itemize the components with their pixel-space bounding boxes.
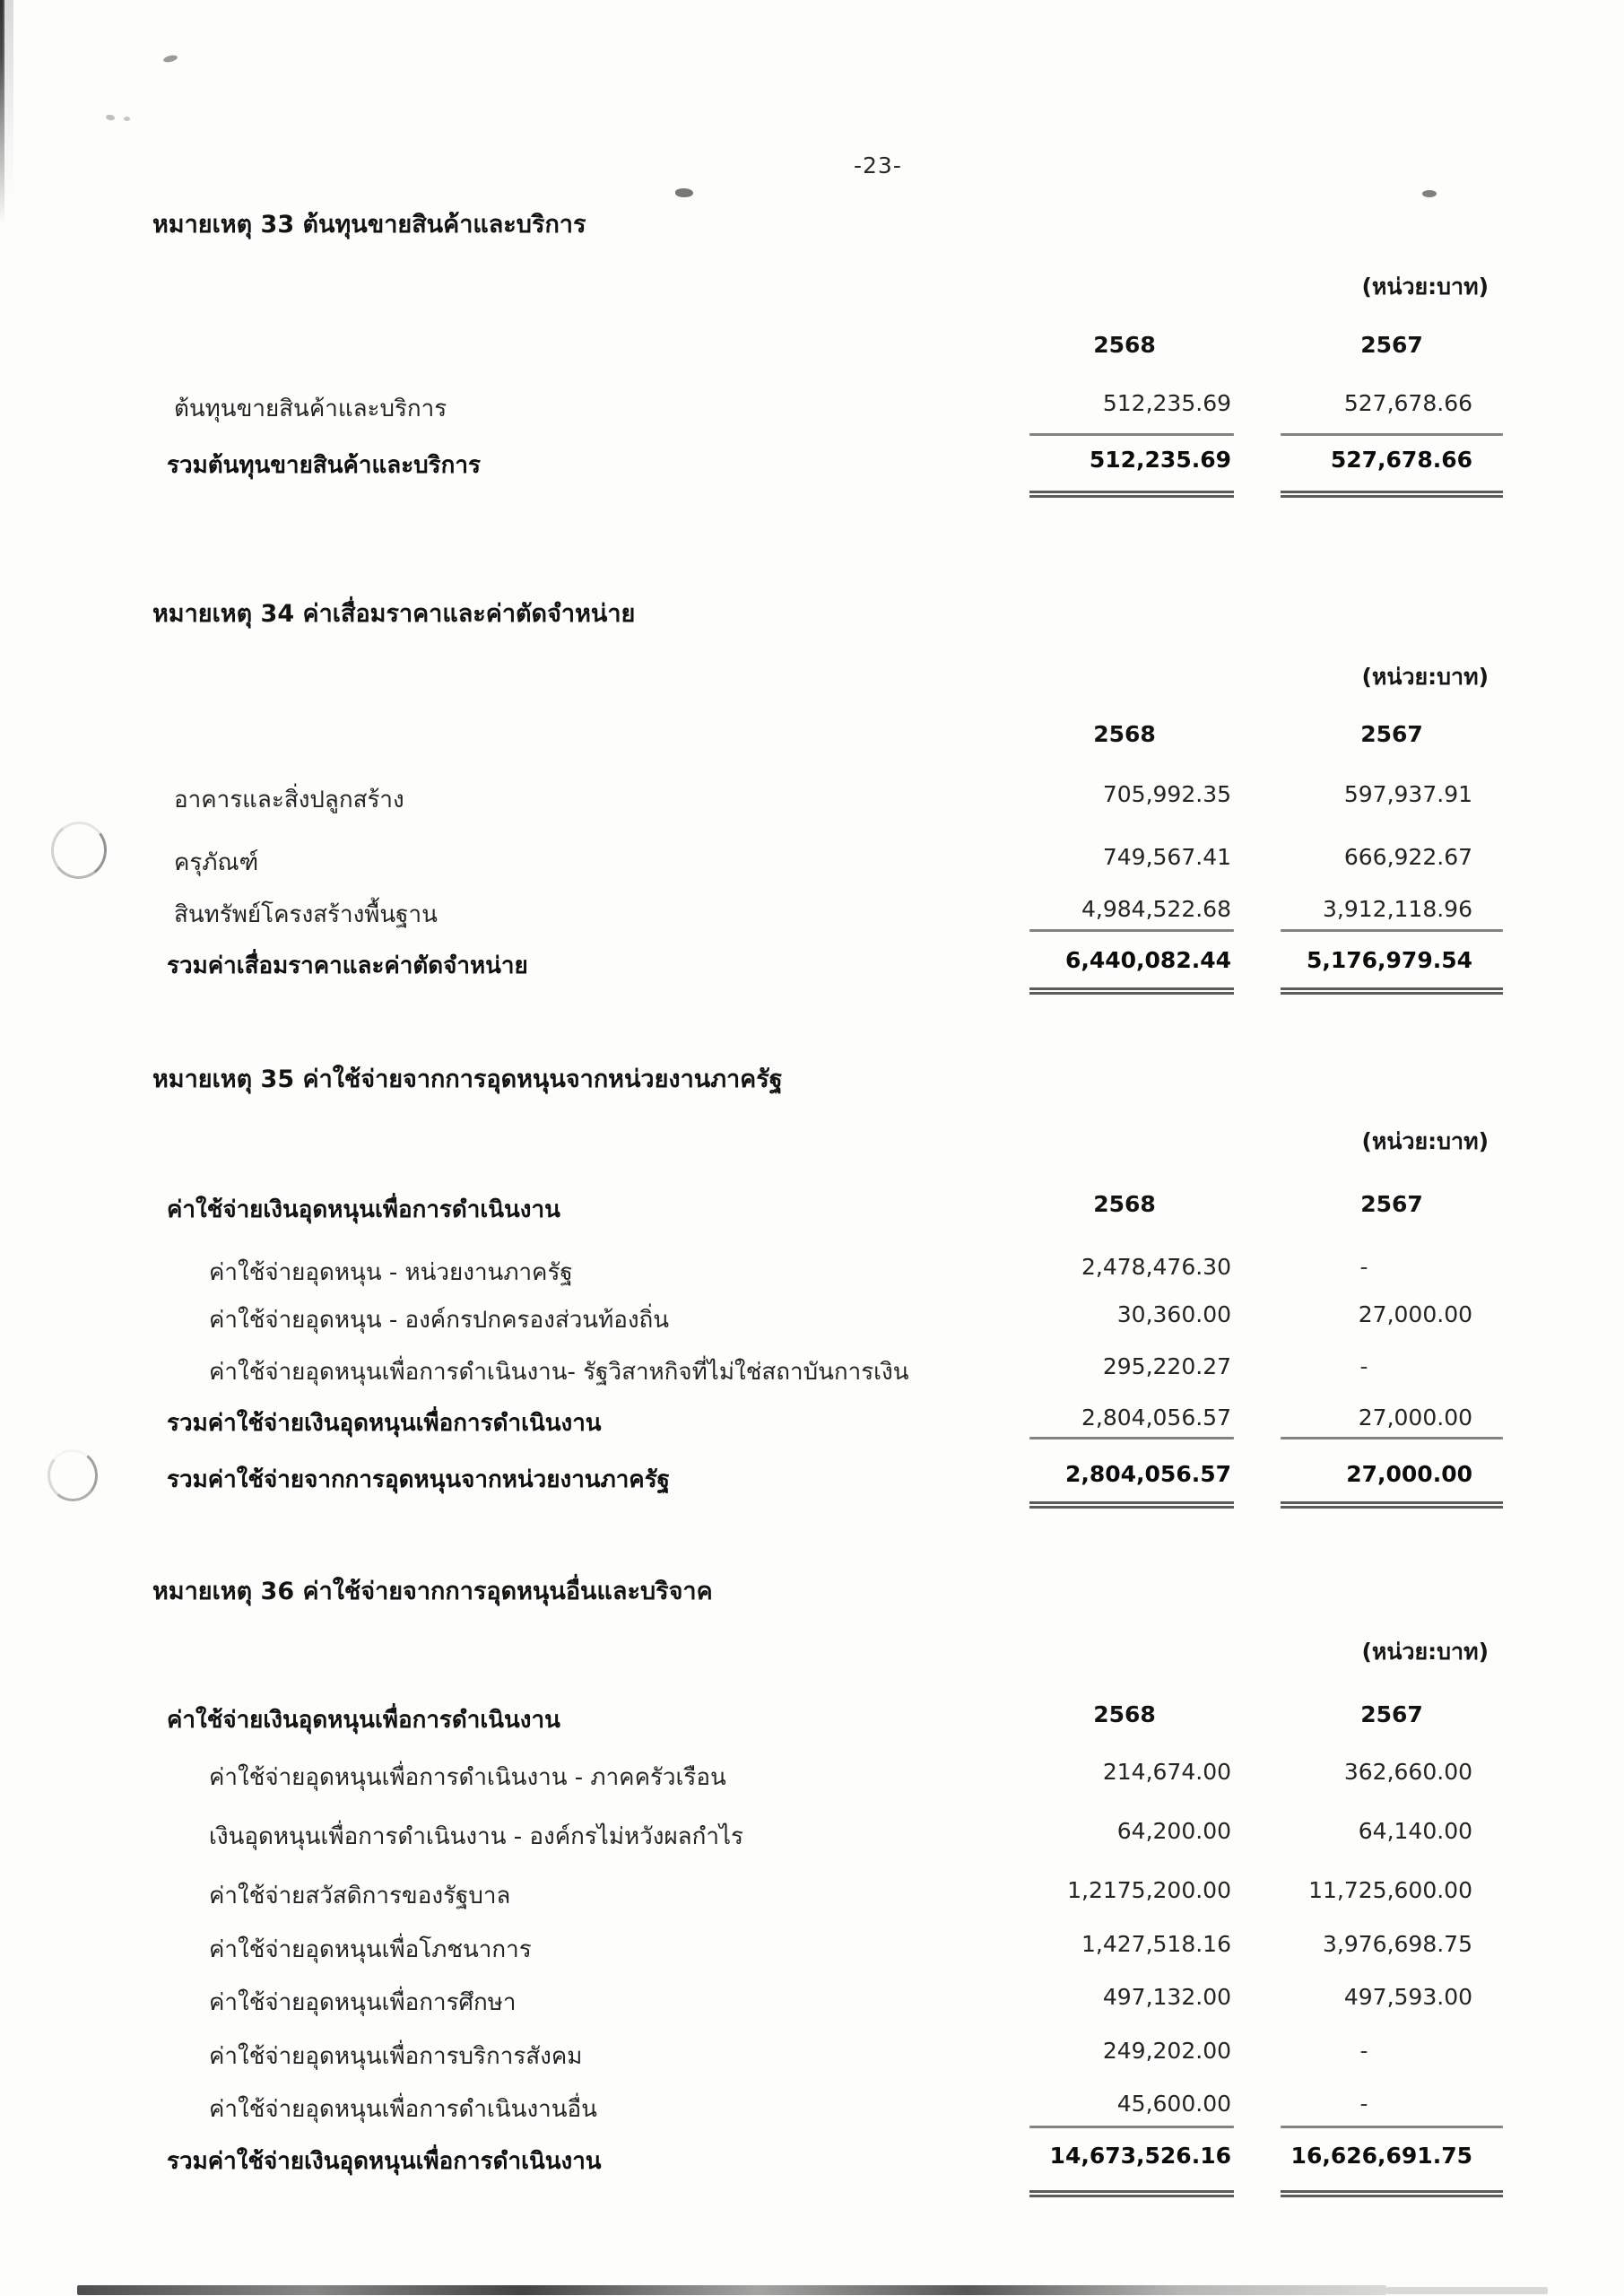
double-rule	[1029, 987, 1234, 995]
value-2568: 64,200.00	[1116, 1818, 1231, 1844]
unit-label: (หน่วย:บาท)	[1361, 664, 1489, 690]
single-rule	[1029, 2126, 1234, 2128]
value-2567: 597,937.91	[1343, 781, 1472, 807]
hole-punch-mark	[45, 1447, 100, 1504]
single-rule	[1029, 433, 1234, 436]
table-section-header: ค่าใช้จ่ายเงินอุดหนุนเพื่อการดำเนินงาน	[167, 1196, 560, 1223]
value-2567: -	[1359, 2091, 1368, 2117]
col-header-2567: 2567	[1360, 721, 1423, 747]
double-rule	[1029, 1501, 1234, 1509]
value-2567: -	[1359, 2038, 1368, 2064]
double-rule	[1281, 2190, 1503, 2197]
ink-smudge	[1422, 190, 1437, 197]
note-title-note33: หมายเหตุ 33 ต้นทุนขายสินค้าและบริการ	[152, 211, 586, 239]
note-title-note36: หมายเหตุ 36 ค่าใช้จ่ายจากการอุดหนุนอื่นและบริจาค	[152, 1578, 713, 1605]
value-2568: 2,804,056.57	[1081, 1405, 1231, 1431]
value-2567: 362,660.00	[1343, 1759, 1472, 1785]
value-2568: 214,674.00	[1102, 1759, 1231, 1785]
double-rule	[1281, 1501, 1503, 1509]
col-header-2568: 2568	[1093, 1701, 1156, 1727]
unit-label: (หน่วย:บาท)	[1361, 1128, 1489, 1154]
value-2568: 512,235.69	[1102, 390, 1231, 416]
row-label: รวมต้นทุนขายสินค้าและบริการ	[167, 452, 481, 479]
row-label: อาคารและสิ่งปลูกสร้าง	[174, 787, 404, 813]
ink-smudge	[124, 117, 130, 121]
value-2567: 27,000.00	[1358, 1405, 1472, 1431]
col-header-2567: 2567	[1360, 1701, 1423, 1727]
row-label: ค่าใช้จ่ายอุดหนุน - หน่วยงานภาครัฐ	[209, 1259, 573, 1286]
col-header-2567: 2567	[1360, 332, 1423, 358]
value-2567: 5,176,979.54	[1306, 947, 1472, 973]
col-header-2568: 2568	[1093, 1191, 1156, 1217]
col-header-2568: 2568	[1093, 721, 1156, 747]
row-label: ต้นทุนขายสินค้าและบริการ	[174, 396, 447, 422]
row-label: ค่าใช้จ่ายอุดหนุนเพื่อการดำเนินงาน- รัฐวิสาหกิจที่ไม่ใช่สถาบันการเงิน	[209, 1359, 909, 1386]
double-rule	[1281, 987, 1503, 995]
note-title-note34: หมายเหตุ 34 ค่าเสื่อมราคาและค่าตัดจำหน่าย	[152, 600, 636, 628]
value-2567: 16,626,691.75	[1290, 2143, 1472, 2169]
note-title-note35: หมายเหตุ 35 ค่าใช้จ่ายจากการอุดหนุนจากหน่วยงานภาครัฐ	[152, 1065, 783, 1093]
value-2567: 64,140.00	[1358, 1818, 1472, 1844]
row-label: ครุภัณฑ์	[174, 849, 259, 876]
single-rule	[1281, 929, 1503, 932]
value-2568: 749,567.41	[1102, 844, 1231, 870]
table-section-header: ค่าใช้จ่ายเงินอุดหนุนเพื่อการดำเนินงาน	[167, 1707, 560, 1734]
value-2568: 497,132.00	[1102, 1984, 1231, 2010]
value-2567: 27,000.00	[1358, 1301, 1472, 1327]
value-2568: 14,673,526.16	[1049, 2143, 1231, 2169]
single-rule	[1281, 1437, 1503, 1439]
value-2568: 45,600.00	[1116, 2091, 1231, 2117]
value-2568: 1,2175,200.00	[1067, 1877, 1231, 1903]
value-2568: 1,427,518.16	[1081, 1931, 1231, 1957]
value-2568: 705,992.35	[1102, 781, 1231, 807]
value-2567: 497,593.00	[1343, 1984, 1472, 2010]
value-2568: 30,360.00	[1116, 1301, 1231, 1327]
single-rule	[1281, 433, 1503, 436]
double-rule	[1029, 491, 1234, 498]
value-2568: 4,984,522.68	[1081, 896, 1231, 922]
single-rule	[1281, 2126, 1503, 2128]
row-label: ค่าใช้จ่ายอุดหนุนเพื่อการดำเนินงานอื่น	[209, 2096, 597, 2123]
col-header-2567: 2567	[1360, 1191, 1423, 1217]
row-label: ค่าใช้จ่ายอุดหนุน - องค์กรปกครองส่วนท้องถิ่น	[209, 1307, 670, 1334]
double-rule	[1281, 491, 1503, 498]
row-label: รวมค่าเสื่อมราคาและค่าตัดจำหน่าย	[167, 952, 528, 979]
hole-punch-mark	[48, 818, 110, 883]
value-2567: 527,678.66	[1330, 447, 1472, 473]
value-2567: -	[1359, 1254, 1368, 1280]
page-number: -23-	[854, 152, 902, 178]
double-rule	[1029, 2190, 1234, 2197]
row-label: รวมค่าใช้จ่ายเงินอุดหนุนเพื่อการดำเนินงาน	[167, 2148, 602, 2175]
row-label: รวมค่าใช้จ่ายเงินอุดหนุนเพื่อการดำเนินงาน	[167, 1410, 602, 1437]
row-label: ค่าใช้จ่ายอุดหนุนเพื่อการบริการสังคม	[209, 2043, 583, 2070]
value-2567: 3,912,118.96	[1323, 896, 1472, 922]
unit-label: (หน่วย:บาท)	[1361, 1639, 1489, 1665]
value-2567: -	[1359, 1353, 1368, 1379]
ink-smudge	[675, 188, 693, 197]
value-2568: 2,804,056.57	[1064, 1461, 1231, 1487]
value-2567: 3,976,698.75	[1323, 1931, 1472, 1957]
row-label: ค่าใช้จ่ายอุดหนุนเพื่อการศึกษา	[209, 1989, 517, 2016]
value-2567: 27,000.00	[1346, 1461, 1472, 1487]
row-label: ค่าใช้จ่ายอุดหนุนเพื่อการดำเนินงาน - ภาคครัวเรือน	[209, 1764, 726, 1791]
unit-label: (หน่วย:บาท)	[1361, 274, 1489, 300]
value-2568: 6,440,082.44	[1064, 947, 1231, 973]
ink-smudge	[162, 54, 178, 64]
value-2567: 666,922.67	[1343, 844, 1472, 870]
scan-bottom-artifact	[77, 2285, 1386, 2295]
value-2567: 527,678.66	[1343, 390, 1472, 416]
value-2568: 249,202.00	[1102, 2038, 1231, 2064]
col-header-2568: 2568	[1093, 332, 1156, 358]
row-label: สินทรัพย์โครงสร้างพื้นฐาน	[174, 901, 438, 928]
value-2568: 512,235.69	[1089, 447, 1231, 473]
value-2568: 295,220.27	[1102, 1353, 1231, 1379]
row-label: ค่าใช้จ่ายอุดหนุนเพื่อโภชนาการ	[209, 1936, 532, 1963]
row-label: เงินอุดหนุนเพื่อการดำเนินงาน - องค์กรไม่หวังผลกำไร	[209, 1823, 743, 1850]
scan-bottom-artifact	[1386, 2287, 1548, 2294]
value-2567: 11,725,600.00	[1308, 1877, 1472, 1903]
row-label: รวมค่าใช้จ่ายจากการอุดหนุนจากหน่วยงานภาครัฐ	[167, 1466, 671, 1493]
single-rule	[1029, 1437, 1234, 1439]
ink-smudge	[106, 114, 116, 121]
scan-edge-shadow	[3, 0, 13, 211]
row-label: ค่าใช้จ่ายสวัสดิการของรัฐบาล	[209, 1883, 511, 1909]
value-2568: 2,478,476.30	[1081, 1254, 1231, 1280]
single-rule	[1029, 929, 1234, 932]
